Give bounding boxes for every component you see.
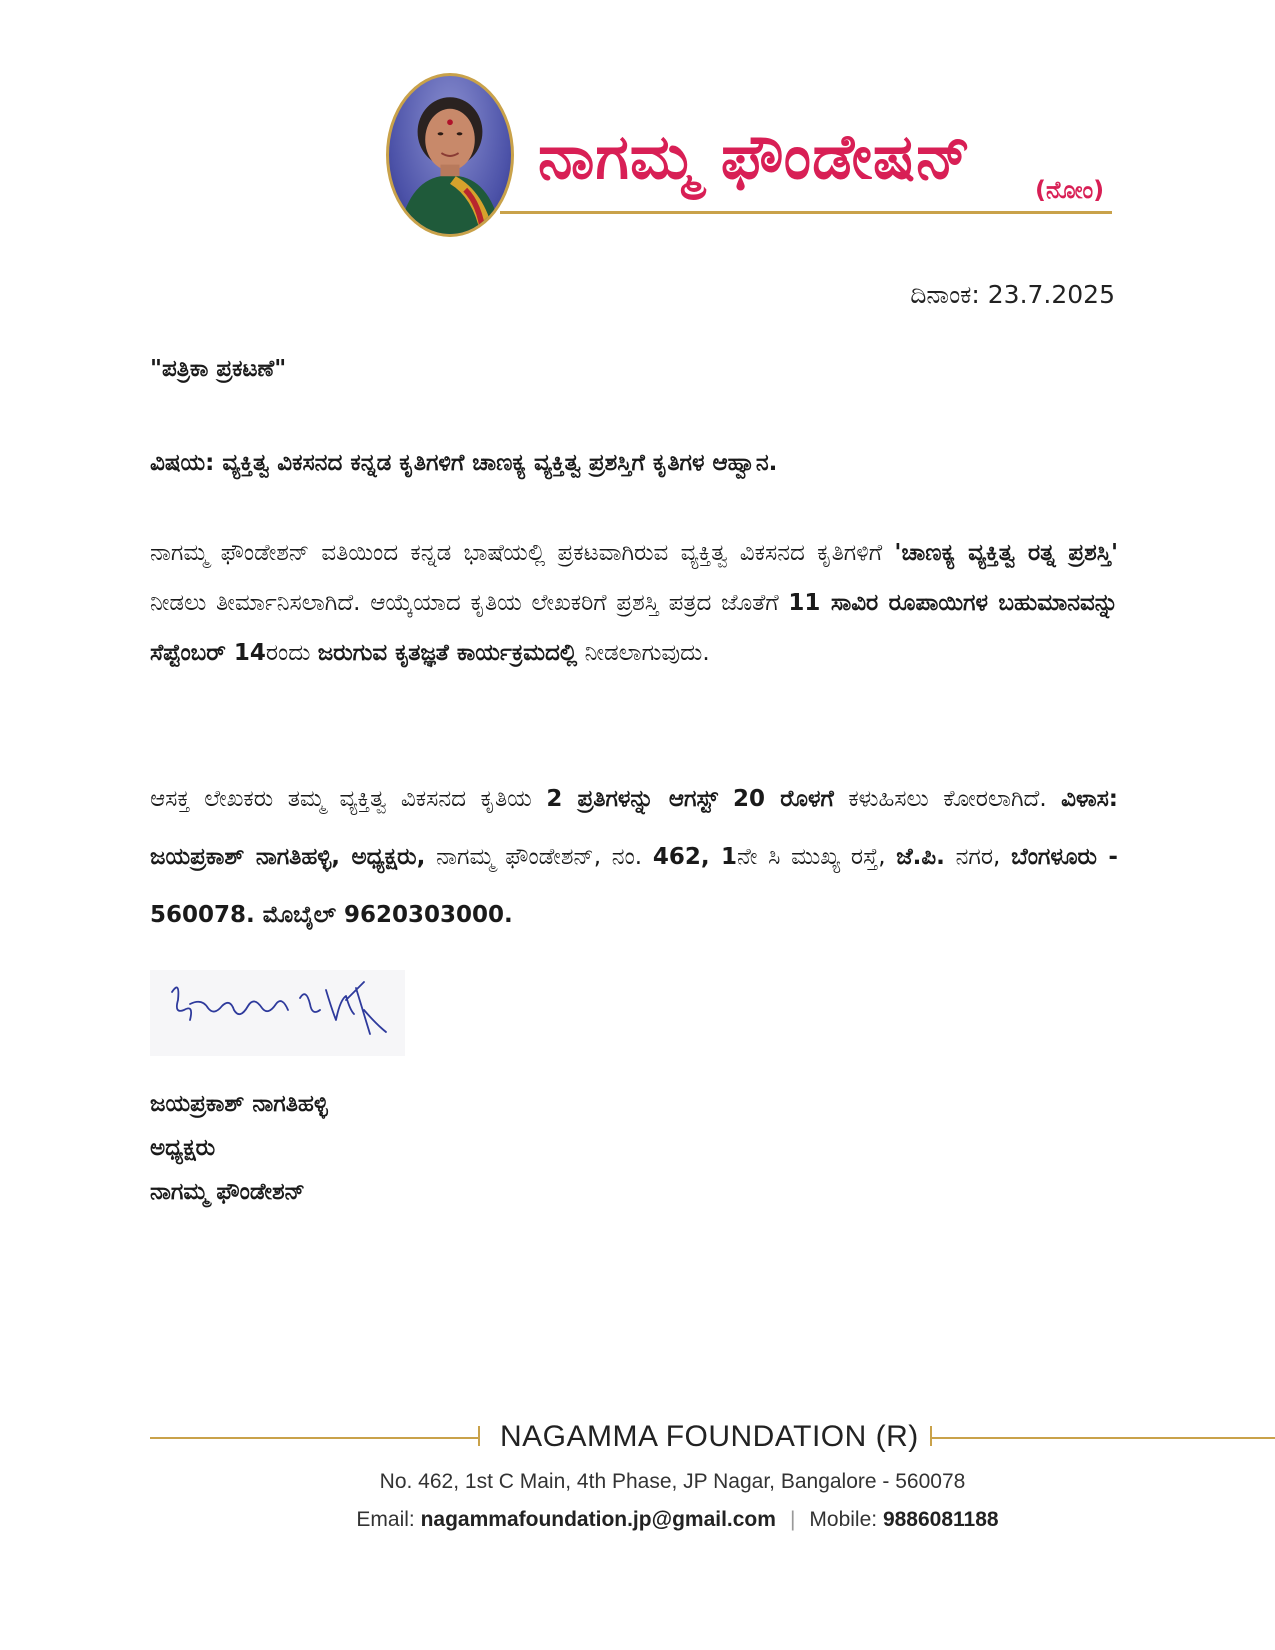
signoff-block — [150, 1082, 328, 1214]
p1-prize-date: 11 ಸಾವಿರ ರೂಪಾಯಿಗಳ ಬಹುಮಾನವನ್ನು ಸೆಪ್ಟೆಂಬರ್ 14 — [150, 590, 1118, 666]
footer-rule-left — [150, 1437, 480, 1439]
p1-text: ನೀಡಲು ತೀರ್ಮಾನಿಸಲಾಗಿದೆ. ಆಯ್ಕೆಯಾದ ಕೃತಿಯ ಲೇಖಕರಿಗೆ ಪ್ರಶಸ್ತಿ ಪತ್ರದ ಜೊತೆಗೆ — [150, 590, 789, 616]
signoff-name: ಜಯಪ್ರಕಾಶ್ ನಾಗತಿಹಳ್ಳಿ — [150, 1091, 328, 1117]
mobile-label: Mobile: — [809, 1508, 878, 1531]
footer-rule-right — [932, 1437, 1275, 1439]
p2-text: ಕಳುಹಿಸಲು ಕೋರಲಾಗಿದೆ. — [833, 786, 1062, 812]
portrait-image — [389, 76, 511, 234]
p1-text: ನಾಗಮ್ಮ ಫೌಂಡೇಶನ್ ವತಿಯಿಂದ ಕನ್ನಡ ಭಾಷೆಯಲ್ಲಿ ಪ್ರಕಟವಾಗಿರುವ ವ್ಯಕ್ತಿತ್ವ ವಿಕಸನದ ಕೃತಿಗಳಿಗೆ — [150, 540, 895, 566]
letter-date: ದಿನಾಂಕ: 23.7.2025 — [910, 280, 1115, 309]
p1-text: ನೀಡಲಾಗುವುದು. — [577, 640, 710, 666]
email-link[interactable]: nagammafoundation.jp@gmail.com — [420, 1508, 776, 1531]
footer-org-name: NAGAMMA FOUNDATION (R) — [500, 1420, 919, 1453]
footer-address: No. 462, 1st C Main, 4th Phase, JP Nagar, Bangalore - 560078 — [379, 1470, 966, 1493]
body-paragraph-2 — [150, 770, 1118, 944]
footer-tick-left — [478, 1426, 480, 1446]
p2-copies-deadline: 2 ಪ್ರತಿಗಳನ್ನು ಆಗಸ್ಟ್ 20 ರೊಳಗೆ — [546, 786, 834, 812]
p2-text: ನಾಗಮ್ಮ ಫೌಂಡೇಶನ್, ನಂ. — [425, 844, 653, 870]
p2-house-number: 462, 1 — [652, 844, 738, 870]
letter-subject: ವಿಷಯ: ವ್ಯಕ್ತಿತ್ವ ವಿಕಸನದ ಕನ್ನಡ ಕೃತಿಗಳಿಗೆ ಚಾಣಕ್ಯ ವ್ಯಕ್ತಿತ್ವ ಪ್ರಶಸ್ತಿಗೆ ಕೃತಿಗಳ ಆಹ್ವಾನ. — [150, 450, 778, 476]
registered-suffix: (ನೋಂ) — [1035, 176, 1105, 204]
signature-image — [150, 970, 405, 1056]
handwritten-signature — [150, 970, 405, 1056]
p2-text: ಆಸಕ್ತ ಲೇಖಕರು ತಮ್ಮ ವ್ಯಕ್ತಿತ್ವ ವಿಕಸನದ ಕೃತಿಯ — [150, 786, 547, 812]
p1-award-name: 'ಚಾಣಕ್ಯ ವ್ಯಕ್ತಿತ್ವ ರತ್ನ ಪ್ರಶಸ್ತಿ' — [894, 540, 1118, 566]
org-name-kannada: ನಾಗಮ್ಮ ಫೌಂಡೇಷನ್ — [538, 120, 972, 193]
press-release-heading: "ಪತ್ರಿಕಾ ಪ್ರಕಟಣೆ" — [150, 356, 287, 382]
letter-footer — [0, 1420, 1275, 1560]
footer-tick-right — [930, 1426, 932, 1446]
p2-jp: ಜೆ.ಪಿ. — [896, 844, 945, 870]
p2-text: ನಗರ, — [944, 844, 1012, 870]
p1-event: ಜರುಗುವ ಕೃತಜ್ಞತೆ ಕಾರ್ಯಕ್ರಮದಲ್ಲಿ — [317, 640, 578, 666]
letterhead-rule — [500, 211, 1112, 214]
contact-separator: | — [789, 1508, 796, 1531]
p2-address-label: ವಿಳಾಸ: ಜಯಪ್ರಕಾಶ್ ನಾಗತಿಹಳ್ಳಿ, ಅಧ್ಯಕ್ಷರು, — [150, 786, 1119, 870]
founder-portrait — [386, 73, 514, 237]
mobile-number: 9886081188 — [882, 1508, 999, 1531]
p2-city-mobile: ಬೆಂಗಳೂರು - 560078. ಮೊಬೈಲ್ 9620303000. — [150, 844, 1118, 928]
p1-text: ರಂದು — [265, 640, 318, 666]
email-label: Email: — [356, 1508, 415, 1531]
signoff-org: ನಾಗಮ್ಮ ಫೌಂಡೇಶನ್ — [150, 1179, 305, 1205]
body-paragraph-1 — [150, 528, 1118, 678]
p2-text: ನೇ ಸಿ ಮುಖ್ಯ ರಸ್ತೆ, — [737, 844, 897, 870]
signoff-title: ಅಧ್ಯಕ್ಷರು — [150, 1135, 216, 1161]
footer-contact — [0, 1508, 1275, 1532]
letterhead — [0, 0, 1275, 250]
